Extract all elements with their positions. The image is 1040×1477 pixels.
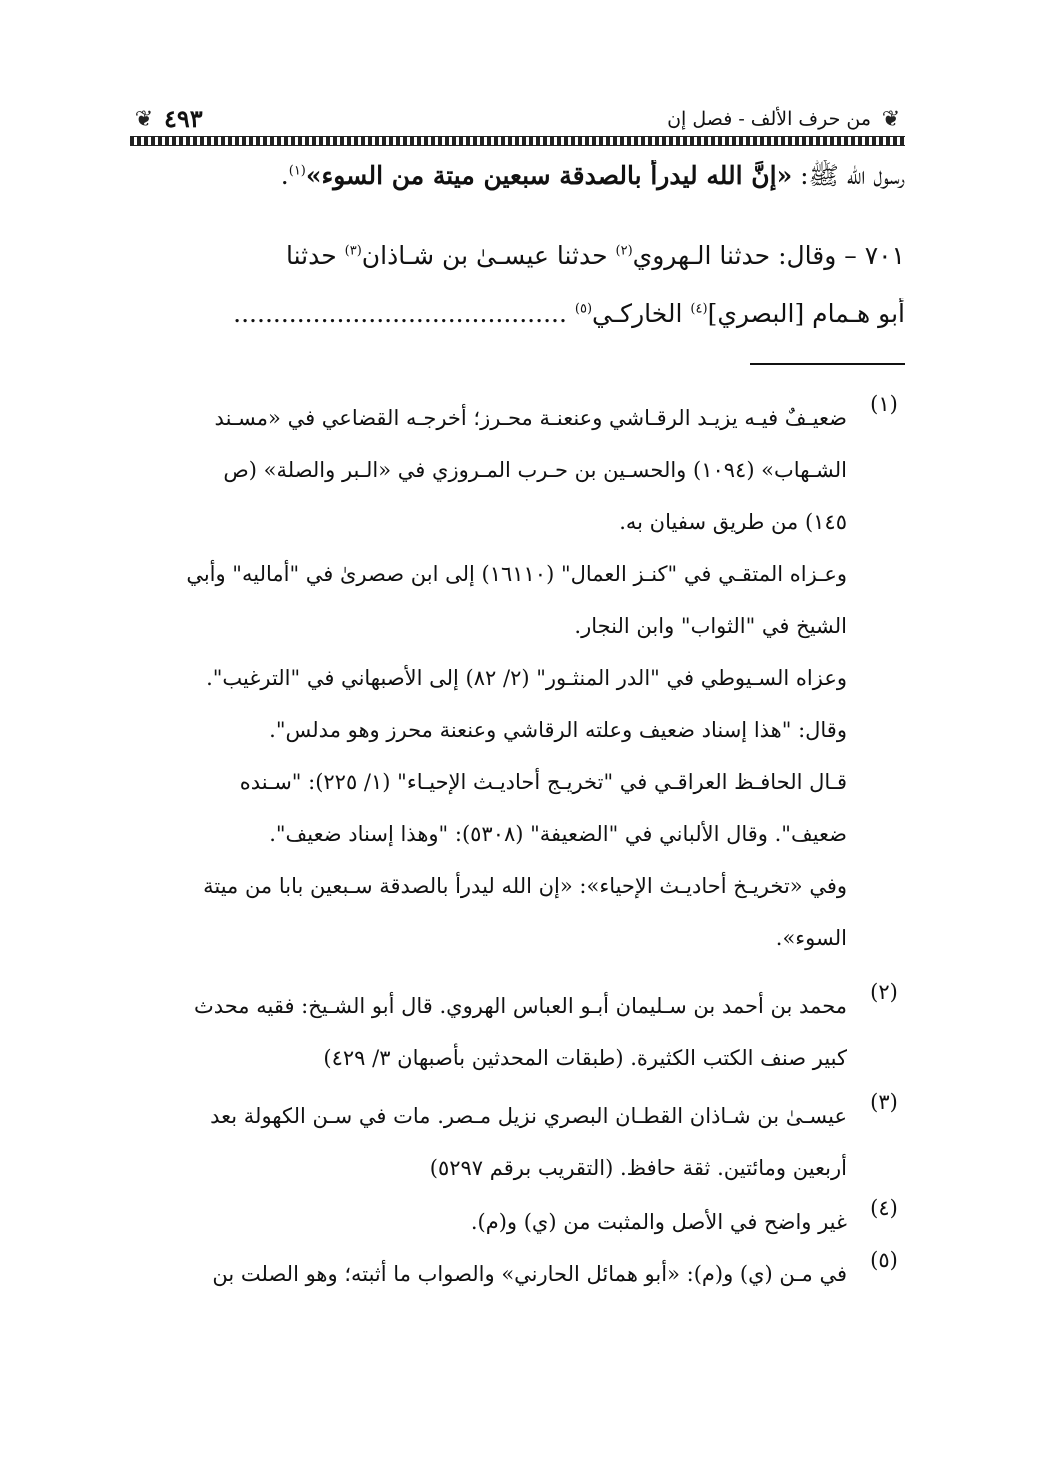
footnote-number: (١) (870, 392, 898, 416)
footnote-ref: (٥) (574, 301, 593, 317)
main-text: رسول الله ﷺ: (792, 161, 905, 190)
main-text-line-2 (135, 240, 905, 273)
footnote-number: (٥) (870, 1248, 898, 1272)
ornament-right-icon: ❦ (881, 107, 901, 132)
footnote-separator (750, 363, 905, 365)
ornament-left-icon: ❦ (134, 107, 154, 132)
footnote-line: عيسـىٰ بن شـاذان القطـان البصري نزيل مـصر. مات في سـن الكهولة بعد (210, 1104, 847, 1128)
main-text: حدثنا (285, 241, 345, 270)
footnote-line: السوء». (775, 926, 847, 950)
main-text-line-1 (135, 160, 905, 193)
footnote-line: الشيخ في "الثواب" وابن النجار. (574, 614, 847, 638)
footnote-line: كبير صنف الكتب الكثيرة. (طبقات المحدثين بأصبهان ٣/ ٤٢٩) (323, 1046, 847, 1070)
main-text: حدثنا عيسـىٰ بن شـاذان (361, 241, 616, 270)
footnote-ref: (٢) (615, 243, 633, 259)
footnote-line: في مـن (ي) و(م): «أبو همائل الحارني» والصواب ما أثبته؛ وهو الصلت بن (212, 1262, 847, 1286)
footnote-number: (٢) (870, 980, 898, 1004)
ellipsis-dots: .......................................... (233, 299, 575, 328)
main-text: . (280, 161, 289, 190)
main-text: أبو هـمام [البصري] (707, 299, 905, 328)
running-title: من حرف الألف - فصل إن (667, 108, 871, 130)
footnote-line: الشـهاب» (١٠٩٤) والحسـين بن حـرب المـروزي في «الـبر والصلة» (ص (223, 458, 847, 482)
footnote-ref: (١) (288, 163, 306, 179)
page-number: ٤٩٣ (164, 104, 203, 133)
footnote-line: أربعين ومائتين. ثقة حافظ. (التقريب برقم ٥٢٩٧) (429, 1156, 847, 1180)
footnote-line: وعزاه السـيوطي في "الدر المنثـور" (٢/ ٨٢) إلى الأصبهاني في "الترغيب". (206, 666, 847, 690)
footnote-line: محمد بن أحمد بن سـليمان أبـو العباس الهروي. قال أبو الشـيخ: فقيه محدث (193, 994, 847, 1018)
hadith-quote: «إنَّ الله ليدرأُ بالصدقة سبعين ميتة من السوء» (305, 161, 793, 190)
footnote-line: ضعيف". وقال الألباني في "الضعيفة" (٥٣٠٨): "وهذا إسناد ضعيف". (269, 822, 847, 846)
footnote-line: ١٤٥) من طريق سفيان به. (619, 510, 847, 534)
footnote-ref: (٣) (344, 243, 362, 259)
page-header (130, 98, 905, 148)
footnote-ref: (٤) (690, 301, 708, 317)
main-text-line-3 (135, 298, 905, 331)
footnote-line: وعـزاه المتقـي في "كنـز العمال" (١٦١١٠) إلى ابن صصرىٰ في "أماليه" وأبي (186, 562, 847, 586)
footnote-line: وفي «تخريـخ أحاديـث الإحياء»: «إن الله ليدرأ بالصدقة سـبعين بابا من ميتة (203, 874, 847, 898)
main-text: الخاركـي (592, 299, 691, 328)
footnote-line: قـال الحافـظ العراقـي في "تخريـج أحاديـث الإحيـاء" (١/ ٢٢٥): "سـنده (239, 770, 847, 794)
footnote-line: وقال: "هذا إسناد ضعيف وعلته الرقاشي وعنعنة محرز وهو مدلس". (269, 718, 847, 742)
footnote-number: (٤) (870, 1196, 898, 1220)
footnote-number: (٣) (870, 1090, 898, 1114)
header-divider (130, 136, 905, 146)
footnote-line: غير واضح في الأصل والمثبت من (ي) و(م). (470, 1210, 847, 1234)
main-text: ٧٠١ – وقال: حدثنا الـهروي (632, 241, 905, 270)
footnote-line: ضعيـفٌ فيـه يزيـد الرقـاشي وعنعنـة محـرز؛ أخرجـه القضاعي في «مسـند (214, 406, 847, 430)
